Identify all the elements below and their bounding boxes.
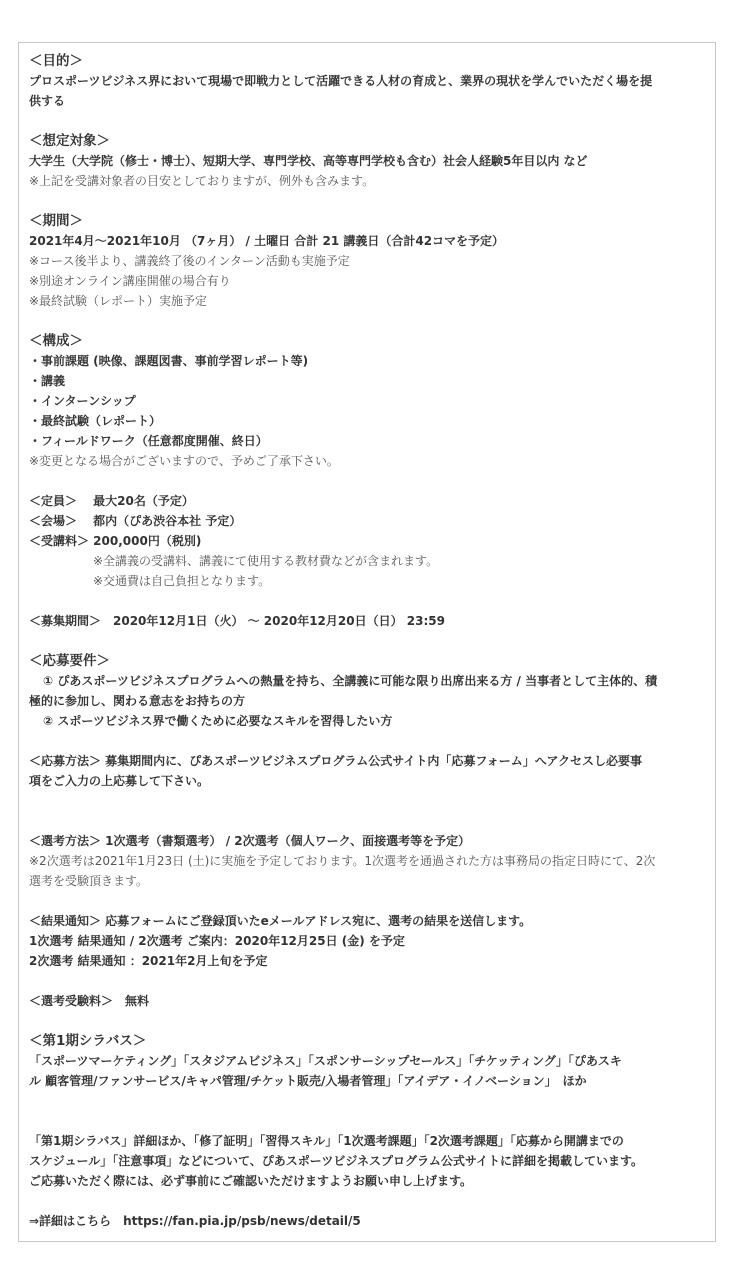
purpose-text-line1: プロスポーツビジネス界において現場で即戦力として活躍できる人材の育成と、業界の現状を学んでいただく場を提 <box>29 74 653 88</box>
target-text: 大学生（大学院（修士・博士）、短期大学、専門学校、高等専門学校も含む）社会人経験5年目以内 など <box>29 154 588 168</box>
fee-note-2: ※交通費は自己負担となります。 <box>93 574 271 588</box>
closing-line3: ご応募いただく際には、必ず事前にご確認いただけますようお願い申し上げます。 <box>29 1174 473 1188</box>
capacity-line: ＜定員＞ 最大20名（予定） <box>29 494 194 508</box>
structure-item: ・最終試験（レポート） <box>29 414 162 428</box>
requirement-2: ② スポーツビジネス界で働くために必要なスキルを習得したい方 <box>43 714 393 728</box>
requirements-heading: ＜応募要件＞ <box>29 653 110 669</box>
selection-note-line1: ※2次選考は2021年1月23日 (土)に実施を予定しております。1次選考を通過された方は事務局の指定日時にて、2次 <box>29 854 656 868</box>
structure-note: ※変更となる場合がございますので、予めご了承下さい。 <box>29 454 339 468</box>
structure-item: ・事前課題 (映像、課題図書、事前学習レポート等) <box>29 354 309 368</box>
period-note-3: ※最終試験（レポート）実施予定 <box>29 294 208 308</box>
application-method-line2: 項をご入力の上応募して下さい。 <box>29 774 210 788</box>
closing-line2: スケジュール」「注意事項」などについて、ぴあスポーツビジネスプログラム公式サイトに詳細を掲載しています。 <box>29 1154 644 1168</box>
recruit-period-line: ＜募集期間＞ 2020年12月1日（火） 〜 2020年12月20日（日） 23:59 <box>29 614 445 628</box>
detail-link-url[interactable]: https://fan.pia.jp/psb/news/detail/5 <box>123 1214 361 1228</box>
result-notice-line3: 2次選考 結果通知 ：2021年2月上旬を予定 <box>29 954 268 968</box>
requirement-1-line2: 極的に参加し、関わる意志をお持ちの方 <box>29 694 246 708</box>
detail-link-line <box>29 1211 705 1231</box>
purpose-text-line2: 供する <box>29 94 66 108</box>
syllabus-line2: ル 顧客管理/ファンサービス/キャパ管理/チケット販売/入場者管理」「アイデア・イノベーション」 ほか <box>29 1074 587 1088</box>
requirement-1-line1: ① ぴあスポーツビジネスプログラムへの熱量を持ち、全講義に可能な限り出席出来る方 / 当事者として主体的、積 <box>43 674 658 688</box>
application-method-line1: ＜応募方法＞ 募集期間内に、ぴあスポーツビジネスプログラム公式サイト内「応募フォーム」へアクセスし必要事 <box>29 754 643 768</box>
document-frame <box>18 42 716 1242</box>
period-heading: ＜期間＞ <box>29 213 83 229</box>
structure-heading: ＜構成＞ <box>29 333 83 349</box>
fee-line: ＜受講料＞ 200,000円（税別) <box>29 534 202 548</box>
structure-item: ・インターンシップ <box>29 394 136 408</box>
selection-method-line: ＜選考方法＞ 1次選考（書類選考） / 2次選考（個人ワーク、面接選考等を予定） <box>29 834 471 848</box>
period-note-1: ※コース後半より、講義終了後のインターン活動も実施予定 <box>29 254 350 268</box>
syllabus-line1: 「スポーツマーケティング」「スタジアムビジネス」「スポンサーシップセールス」「チケッティング」「ぴあスキ <box>29 1054 622 1068</box>
detail-link-label: ⇒詳細はこちら <box>29 1214 124 1228</box>
exam-fee-line: ＜選考受験料＞ 無料 <box>29 994 150 1008</box>
structure-item: ・講義 <box>29 374 66 388</box>
venue-line: ＜会場＞ 都内（ぴあ渋谷本社 予定） <box>29 514 242 528</box>
target-heading: ＜想定対象＞ <box>29 133 110 149</box>
period-note-2: ※別途オンライン講座開催の場合有り <box>29 274 231 288</box>
closing-line1: 「第1期シラバス」詳細ほか、「修了証明」「習得スキル」「1次選考課題」「2次選考課題」「応募から開講までの <box>29 1134 624 1148</box>
target-note: ※上記を受講対象者の目安としておりますが、例外も含みます。 <box>29 174 375 188</box>
purpose-heading: ＜目的＞ <box>29 53 83 69</box>
period-text: 2021年4月〜2021年10月 （7ヶ月） / 土曜日 合計 21 講義日（合計42コマを予定） <box>29 234 505 248</box>
result-notice-line2: 1次選考 結果通知 / 2次選考 ご案内：2020年12月25日 (金) を予定 <box>29 934 405 948</box>
structure-item: ・フィールドワーク（任意都度開催、終日） <box>29 434 268 448</box>
selection-note-line2: 選考を受験頂きます。 <box>29 874 149 888</box>
syllabus-heading: ＜第1期シラバス＞ <box>29 1033 147 1049</box>
result-notice-line1: ＜結果通知＞ 応募フォームにご登録頂いたeメールアドレス宛に、選考の結果を送信します。 <box>29 914 532 928</box>
fee-note-1: ※全講義の受講料、講義にて使用する教材費などが含まれます。 <box>93 554 439 568</box>
